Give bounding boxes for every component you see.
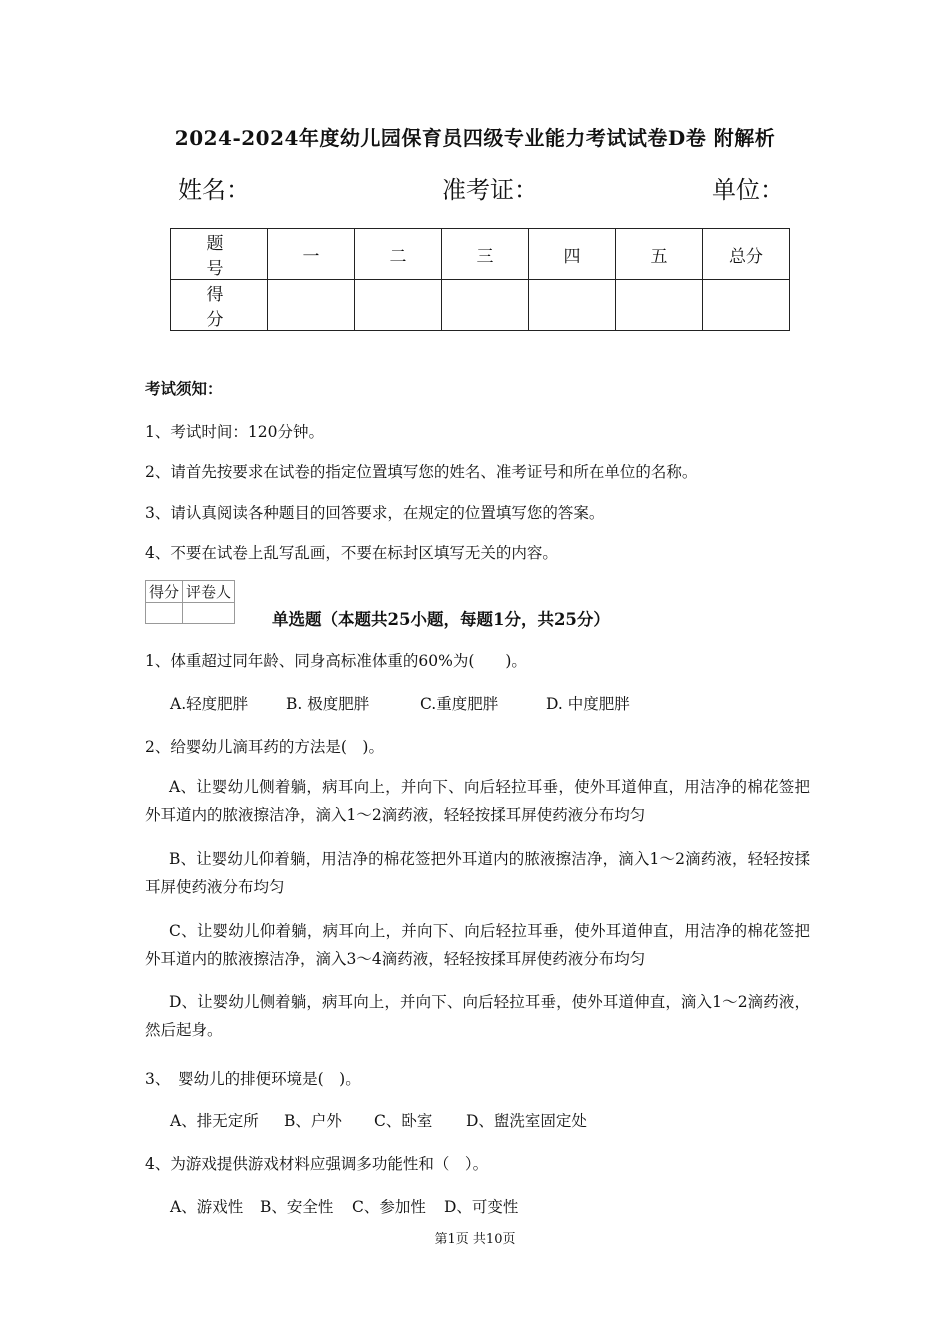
option[interactable]: C.重度肥胖 xyxy=(420,695,499,713)
unit-field-label: 单位： xyxy=(712,176,784,204)
option[interactable]: B. 极度肥胖 xyxy=(286,695,370,713)
option[interactable]: B、户外 xyxy=(284,1112,342,1130)
score-table-header-cell: 总分 xyxy=(703,229,790,280)
exam-id-field-label: 准考证： xyxy=(442,176,538,204)
score-table-header-cell: 三 xyxy=(442,229,529,280)
score-cell[interactable] xyxy=(442,280,529,331)
option[interactable]: C、参加性 xyxy=(352,1198,426,1216)
score-table xyxy=(170,228,790,331)
name-field-label: 姓名： xyxy=(178,176,250,204)
question-options xyxy=(170,692,630,714)
question-stem: 2、给婴幼儿滴耳药的方法是( )。 xyxy=(145,738,384,756)
grader-reviewer-label: 评卷人 xyxy=(183,581,235,603)
option[interactable]: C、卧室 xyxy=(374,1112,433,1130)
option[interactable]: D、可变性 xyxy=(444,1198,519,1216)
notice-heading: 考试须知： xyxy=(145,379,223,398)
option[interactable]: A、排无定所 xyxy=(170,1112,259,1130)
question-stem: 3、 婴幼儿的排便环境是( )。 xyxy=(145,1070,361,1088)
score-table-header-cell: 一 xyxy=(268,229,355,280)
score-row-label: 得 分 xyxy=(171,280,268,331)
section-title: 单选题（本题共25小题，每题1分，共25分） xyxy=(272,610,610,629)
question-option-paragraph[interactable]: B、让婴幼儿仰着躺，用洁净的棉花签把外耳道内的脓液擦洁净，滴入1～2滴药液，轻轻按揉耳屏使药液分布均匀 xyxy=(145,850,810,896)
score-table-header-cell: 二 xyxy=(355,229,442,280)
score-cell[interactable] xyxy=(529,280,616,331)
option[interactable]: D、盥洗室固定处 xyxy=(466,1112,587,1130)
score-table-score-row xyxy=(171,280,790,331)
option[interactable]: B、安全性 xyxy=(260,1198,334,1216)
question-stem: 1、体重超过同年龄、同身高标准体重的60%为( )。 xyxy=(145,652,527,670)
grader-reviewer-cell[interactable] xyxy=(183,603,235,624)
score-table-header-cell: 四 xyxy=(529,229,616,280)
score-cell[interactable] xyxy=(616,280,703,331)
score-cell[interactable] xyxy=(268,280,355,331)
option[interactable]: A.轻度肥胖 xyxy=(170,695,249,713)
option[interactable]: D. 中度肥胖 xyxy=(546,695,630,713)
notice-item: 4、不要在试卷上乱写乱画，不要在标封区填写无关的内容。 xyxy=(145,544,558,562)
question-stem: 4、为游戏提供游戏材料应强调多功能性和（ ）。 xyxy=(145,1155,489,1173)
page-number: 第1页 共10页 xyxy=(434,1232,516,1247)
grader-score-label: 得分 xyxy=(146,581,183,603)
score-cell[interactable] xyxy=(355,280,442,331)
score-table-header-cell: 题 号 xyxy=(171,229,268,280)
score-table-header-row xyxy=(171,229,790,280)
option[interactable]: A、游戏性 xyxy=(170,1198,244,1216)
question-option-paragraph[interactable]: D、让婴幼儿侧着躺，病耳向上，并向下、向后轻拉耳垂，使外耳道伸直，滴入1～2滴药液，然后起身。 xyxy=(145,993,810,1039)
score-table-header-cell: 五 xyxy=(616,229,703,280)
notice-item: 2、请首先按要求在试卷的指定位置填写您的姓名、准考证号和所在单位的名称。 xyxy=(145,463,698,481)
grader-score-cell[interactable] xyxy=(146,603,183,624)
grader-box xyxy=(145,580,235,624)
score-cell[interactable] xyxy=(703,280,790,331)
question-option-paragraph[interactable]: C、让婴幼儿仰着躺，病耳向上，并向下、向后轻拉耳垂，使外耳道伸直，用洁净的棉花签把外耳道内的脓液擦洁净，滴入3～4滴药液，轻轻按揉耳屏使药液分布均匀 xyxy=(145,922,810,968)
question-options xyxy=(170,1195,518,1217)
notice-item: 1、考试时间：120分钟。 xyxy=(145,423,324,441)
question-option-paragraph[interactable]: A、让婴幼儿侧着躺，病耳向上，并向下、向后轻拉耳垂，使外耳道伸直，用洁净的棉花签把外耳道内的脓液擦洁净，滴入1～2滴药液，轻轻按揉耳屏使药液分布均匀 xyxy=(145,778,810,824)
page-title: 2024-2024年度幼儿园保育员四级专业能力考试试卷D卷 附解析 xyxy=(174,126,776,150)
question-options xyxy=(170,1109,587,1131)
notice-item: 3、请认真阅读各种题目的回答要求，在规定的位置填写您的答案。 xyxy=(145,504,605,522)
